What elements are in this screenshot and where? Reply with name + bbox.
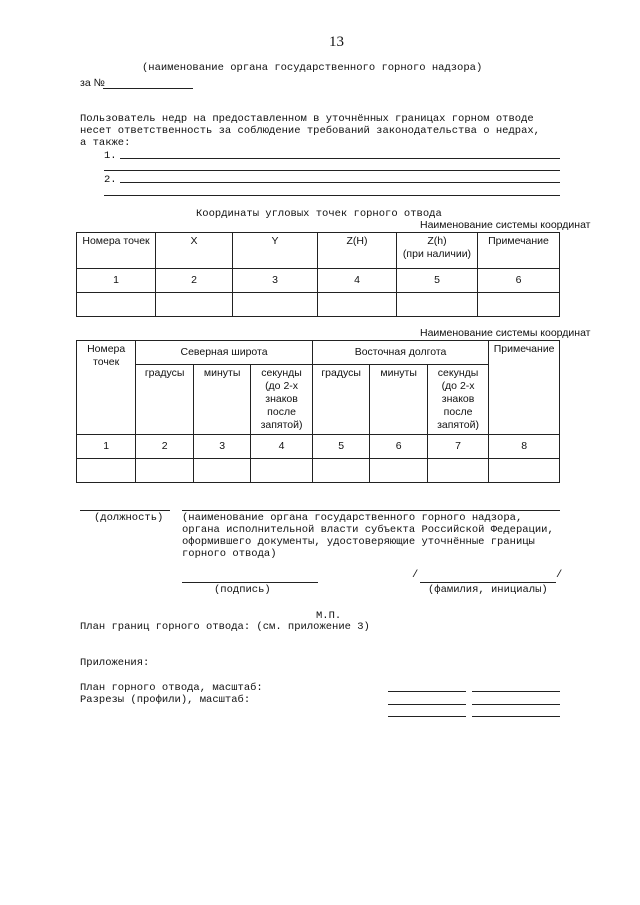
attachment-1-line-a xyxy=(388,691,466,692)
t1-header-zh: Z(H) xyxy=(318,233,397,269)
t1-empty-cell xyxy=(77,293,156,317)
t2-empty-cell xyxy=(136,459,194,483)
t1-header-note: Примечание xyxy=(478,233,560,269)
t1-num-3: 3 xyxy=(233,269,318,293)
sig-authority-line-2: органа исполнительной власти субъекта Российской Федерации, xyxy=(182,524,554,536)
t2-lat-seconds: секунды (до 2-х знаков после запятой) xyxy=(251,365,312,435)
position-caption: (должность) xyxy=(94,512,164,524)
coords-table-2 xyxy=(76,340,560,483)
t2-num-4: 4 xyxy=(251,435,312,459)
signature-line xyxy=(182,582,318,583)
t2-empty-cell xyxy=(370,459,427,483)
za-no-line xyxy=(103,88,193,89)
coords-title: Координаты угловых точек горного отвода xyxy=(196,208,442,220)
t1-num-1: 1 xyxy=(77,269,156,293)
t1-header-zh-lower: Z(h) (при наличии) xyxy=(397,233,478,269)
attachment-3-line-a xyxy=(388,716,466,717)
za-no-label: за № xyxy=(80,77,105,89)
attachment-2-line-b xyxy=(472,704,560,705)
name-line xyxy=(420,582,556,583)
slash-left: / xyxy=(412,569,419,581)
item-2-line-2 xyxy=(104,195,560,196)
t1-empty-cell xyxy=(478,293,560,317)
t1-num-2: 2 xyxy=(156,269,233,293)
coord-system-label-2: Наименование системы координат xyxy=(420,327,591,339)
t2-empty-cell xyxy=(77,459,136,483)
item-1-line xyxy=(120,158,560,159)
t2-num-1: 1 xyxy=(77,435,136,459)
attachment-3-line-b xyxy=(472,716,560,717)
t1-empty-cell xyxy=(397,293,478,317)
t2-num-2: 2 xyxy=(136,435,194,459)
t1-num-5: 5 xyxy=(397,269,478,293)
stamp-label: М.П. xyxy=(316,610,342,622)
authority-caption: (наименование органа государственного горного надзора) xyxy=(142,62,483,74)
t1-header-y: Y xyxy=(233,233,318,269)
t2-empty-cell xyxy=(489,459,560,483)
t1-num-4: 4 xyxy=(318,269,397,293)
item-2-line xyxy=(120,182,560,183)
attachment-2-line-a xyxy=(388,704,466,705)
t2-empty-cell xyxy=(251,459,312,483)
position-line xyxy=(80,510,170,511)
authority-sign-line xyxy=(182,510,560,511)
sig-authority-line-1: (наименование органа государственного горного надзора, xyxy=(182,512,523,524)
t2-empty-cell xyxy=(312,459,370,483)
t2-header-longitude: Восточная долгота xyxy=(312,341,489,365)
t2-num-5: 5 xyxy=(312,435,370,459)
item-1-number: 1. xyxy=(104,150,117,162)
t1-header-x: X xyxy=(156,233,233,269)
t2-lon-seconds: секунды (до 2-х знаков после запятой) xyxy=(427,365,488,435)
t1-num-6: 6 xyxy=(478,269,560,293)
t2-num-6: 6 xyxy=(370,435,427,459)
slash-right: / xyxy=(556,569,563,581)
t2-num-3: 3 xyxy=(193,435,250,459)
t2-lat-degrees: градусы xyxy=(136,365,194,435)
sig-authority-line-3: оформившего документы, удостоверяющие уточнённые границы xyxy=(182,536,535,548)
t1-header-points: Номера точек xyxy=(77,233,156,269)
page-number: 13 xyxy=(329,34,344,50)
body-text-line-3: а также: xyxy=(80,137,131,149)
attachment-2: Разрезы (профили), масштаб: xyxy=(80,694,251,706)
attachment-1-line-b xyxy=(472,691,560,692)
t2-header-latitude: Северная широта xyxy=(136,341,313,365)
signature-caption: (подпись) xyxy=(214,584,271,596)
attachment-1: План горного отвода, масштаб: xyxy=(80,682,263,694)
t2-num-7: 7 xyxy=(427,435,488,459)
t2-header-points: Номера точек xyxy=(77,341,136,435)
body-text-line-2: несет ответственность за соблюдение требований законодательства о недрах, xyxy=(80,125,540,137)
sig-authority-line-4: горного отвода) xyxy=(182,548,277,560)
name-caption: (фамилия, инициалы) xyxy=(428,584,548,596)
t2-lon-degrees: градусы xyxy=(312,365,370,435)
t2-header-note: Примечание xyxy=(489,341,560,435)
t1-empty-cell xyxy=(318,293,397,317)
t2-empty-cell xyxy=(427,459,488,483)
t2-lon-minutes: минуты xyxy=(370,365,427,435)
coords-table-1 xyxy=(76,232,560,317)
plan-text: План границ горного отвода: (см. приложение 3) xyxy=(80,621,370,633)
attachments-title: Приложения: xyxy=(80,657,150,669)
t2-empty-cell xyxy=(193,459,250,483)
coord-system-label-1: Наименование системы координат xyxy=(420,219,591,231)
t2-lat-minutes: минуты xyxy=(193,365,250,435)
t1-empty-cell xyxy=(156,293,233,317)
body-text-line-1: Пользователь недр на предоставленном в уточнённых границах горном отводе xyxy=(80,113,534,125)
item-1-line-2 xyxy=(104,170,560,171)
t1-empty-cell xyxy=(233,293,318,317)
item-2-number: 2. xyxy=(104,174,117,186)
t2-num-8: 8 xyxy=(489,435,560,459)
